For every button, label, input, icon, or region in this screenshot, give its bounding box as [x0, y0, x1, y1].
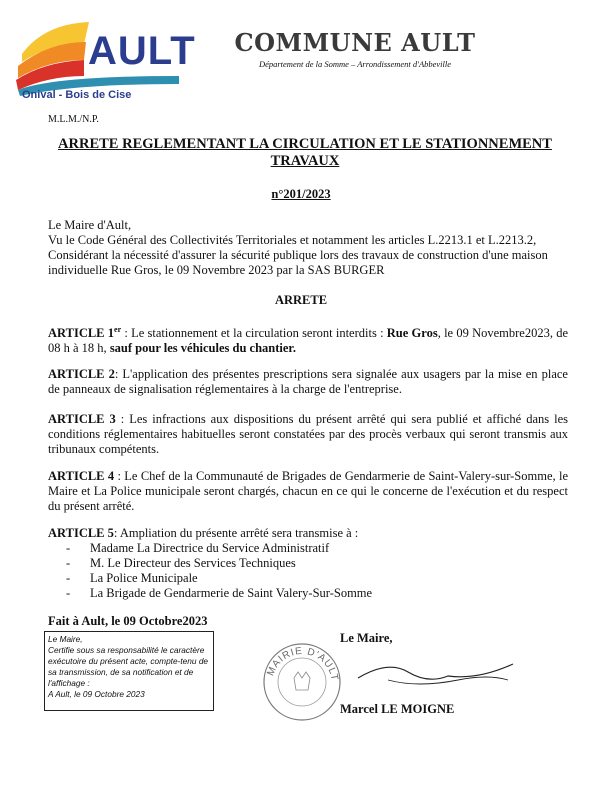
arrete-number: n°201/2023 [271, 187, 331, 201]
preamble-line-2: Vu le Code Général des Collectivités Territoriales et notamment les articles L.2213.1 et L.2213.2, [48, 233, 537, 247]
article-5-text: : Ampliation du présente arrêté sera transmise à : [113, 526, 359, 540]
recipient-item: - La Police Municipale [48, 571, 568, 586]
article-2-label: ARTICLE 2 [48, 367, 115, 381]
article-3 [48, 412, 568, 457]
article-1-exception: sauf pour les véhicules du chantier. [109, 341, 296, 356]
article-1-label: ARTICLE 1 [48, 326, 115, 341]
preamble-line-1: Le Maire d'Ault, [48, 218, 132, 232]
signatory-name: Marcel LE MOIGNE [340, 702, 455, 716]
article-4-label: ARTICLE 4 [48, 469, 115, 483]
article-2 [48, 367, 568, 397]
department-line: Département de la Somme – Arrondissement d'Abbeville [258, 59, 452, 69]
article-5 [48, 526, 568, 601]
article-3-text: : Les infractions aux dispositions du présent arrêté qui sera publié et affiché dans les conditions réglementaires habituelles seront constatées par des procès verbaux qui seront transmis aux tribunaux compétents. [48, 412, 568, 456]
title-line-1: ARRETE REGLEMENTANT LA CIRCULATION ET LE STATIONNEMENT [58, 136, 552, 152]
article-1-sup: er [114, 325, 122, 334]
article-1-street: Rue Gros [386, 326, 438, 341]
commune-title: COMMUNE AULT [234, 28, 476, 57]
article-1 [48, 322, 568, 356]
article-3-label: ARTICLE 3 [48, 412, 116, 426]
article-5-label: ARTICLE 5 [48, 526, 114, 540]
mairie-stamp [258, 640, 346, 722]
certification-line-1: Le Maire, [48, 634, 83, 644]
certification-line-3: A Ault, le 09 Octobre 2023 [48, 689, 145, 699]
handwritten-signature [348, 650, 518, 700]
recipient-item: - M. Le Directeur des Services Techniques [48, 556, 568, 571]
article-4 [48, 469, 568, 514]
article-1-text-a: : Le stationnement et la circulation seront interdits : [121, 326, 387, 341]
reference-code: M.L.M./N.P. [48, 114, 99, 125]
stamp-text: MAIRIE D'AULT [265, 645, 340, 683]
preamble [48, 218, 568, 278]
article-1-text-b: , le 09 Novembre2023, de 08 h à 18 h, [48, 326, 569, 356]
article-2-text: : L'application des présentes prescriptions sera signalée aux usagers par la mise en place de panneaux de signalisation réglementaires à la charge de l'entreprise. [48, 367, 568, 396]
recipient-item: - La Brigade de Gendarmerie de Saint Valery-Sur-Somme [48, 586, 568, 601]
arrete-heading: ARRETE [274, 293, 328, 307]
recipient-item: - Madame La Directrice du Service Administratif [48, 541, 568, 556]
maire-label: Le Maire, [340, 631, 393, 645]
title-line-2: TRAVAUX [270, 153, 340, 169]
logo-subtitle: Onival - Bois de Cise [22, 89, 132, 101]
article-4-text: : Le Chef de la Communauté de Brigades de Gendarmerie de Saint-Valery-sur-Somme, le Maire et La Police municipale seront chargés, chacun en ce qui le concerne de l'exécution et du respect du présent arrêté. [48, 469, 568, 513]
preamble-line-3: Considérant la nécessité d'assurer la sécurité publique lors des travaux de construction d'une maison individuelle Rue Gros, le 09 Novembre 2023 par la SAS BURGER [48, 248, 548, 277]
document-title [40, 136, 570, 170]
signature-date-line: Fait à Ault, le 09 Octobre2023 [48, 614, 208, 628]
certification-line-2: Certifie sous sa responsabilité le caractère exécutoire du présent acte, compte-tenu de sa transmission, de sa notification et de l'affichage : [48, 645, 209, 688]
ault-logo [14, 14, 196, 101]
recipient-list [48, 541, 568, 601]
certification-box [44, 631, 214, 711]
logo-text: AULT [88, 29, 196, 73]
